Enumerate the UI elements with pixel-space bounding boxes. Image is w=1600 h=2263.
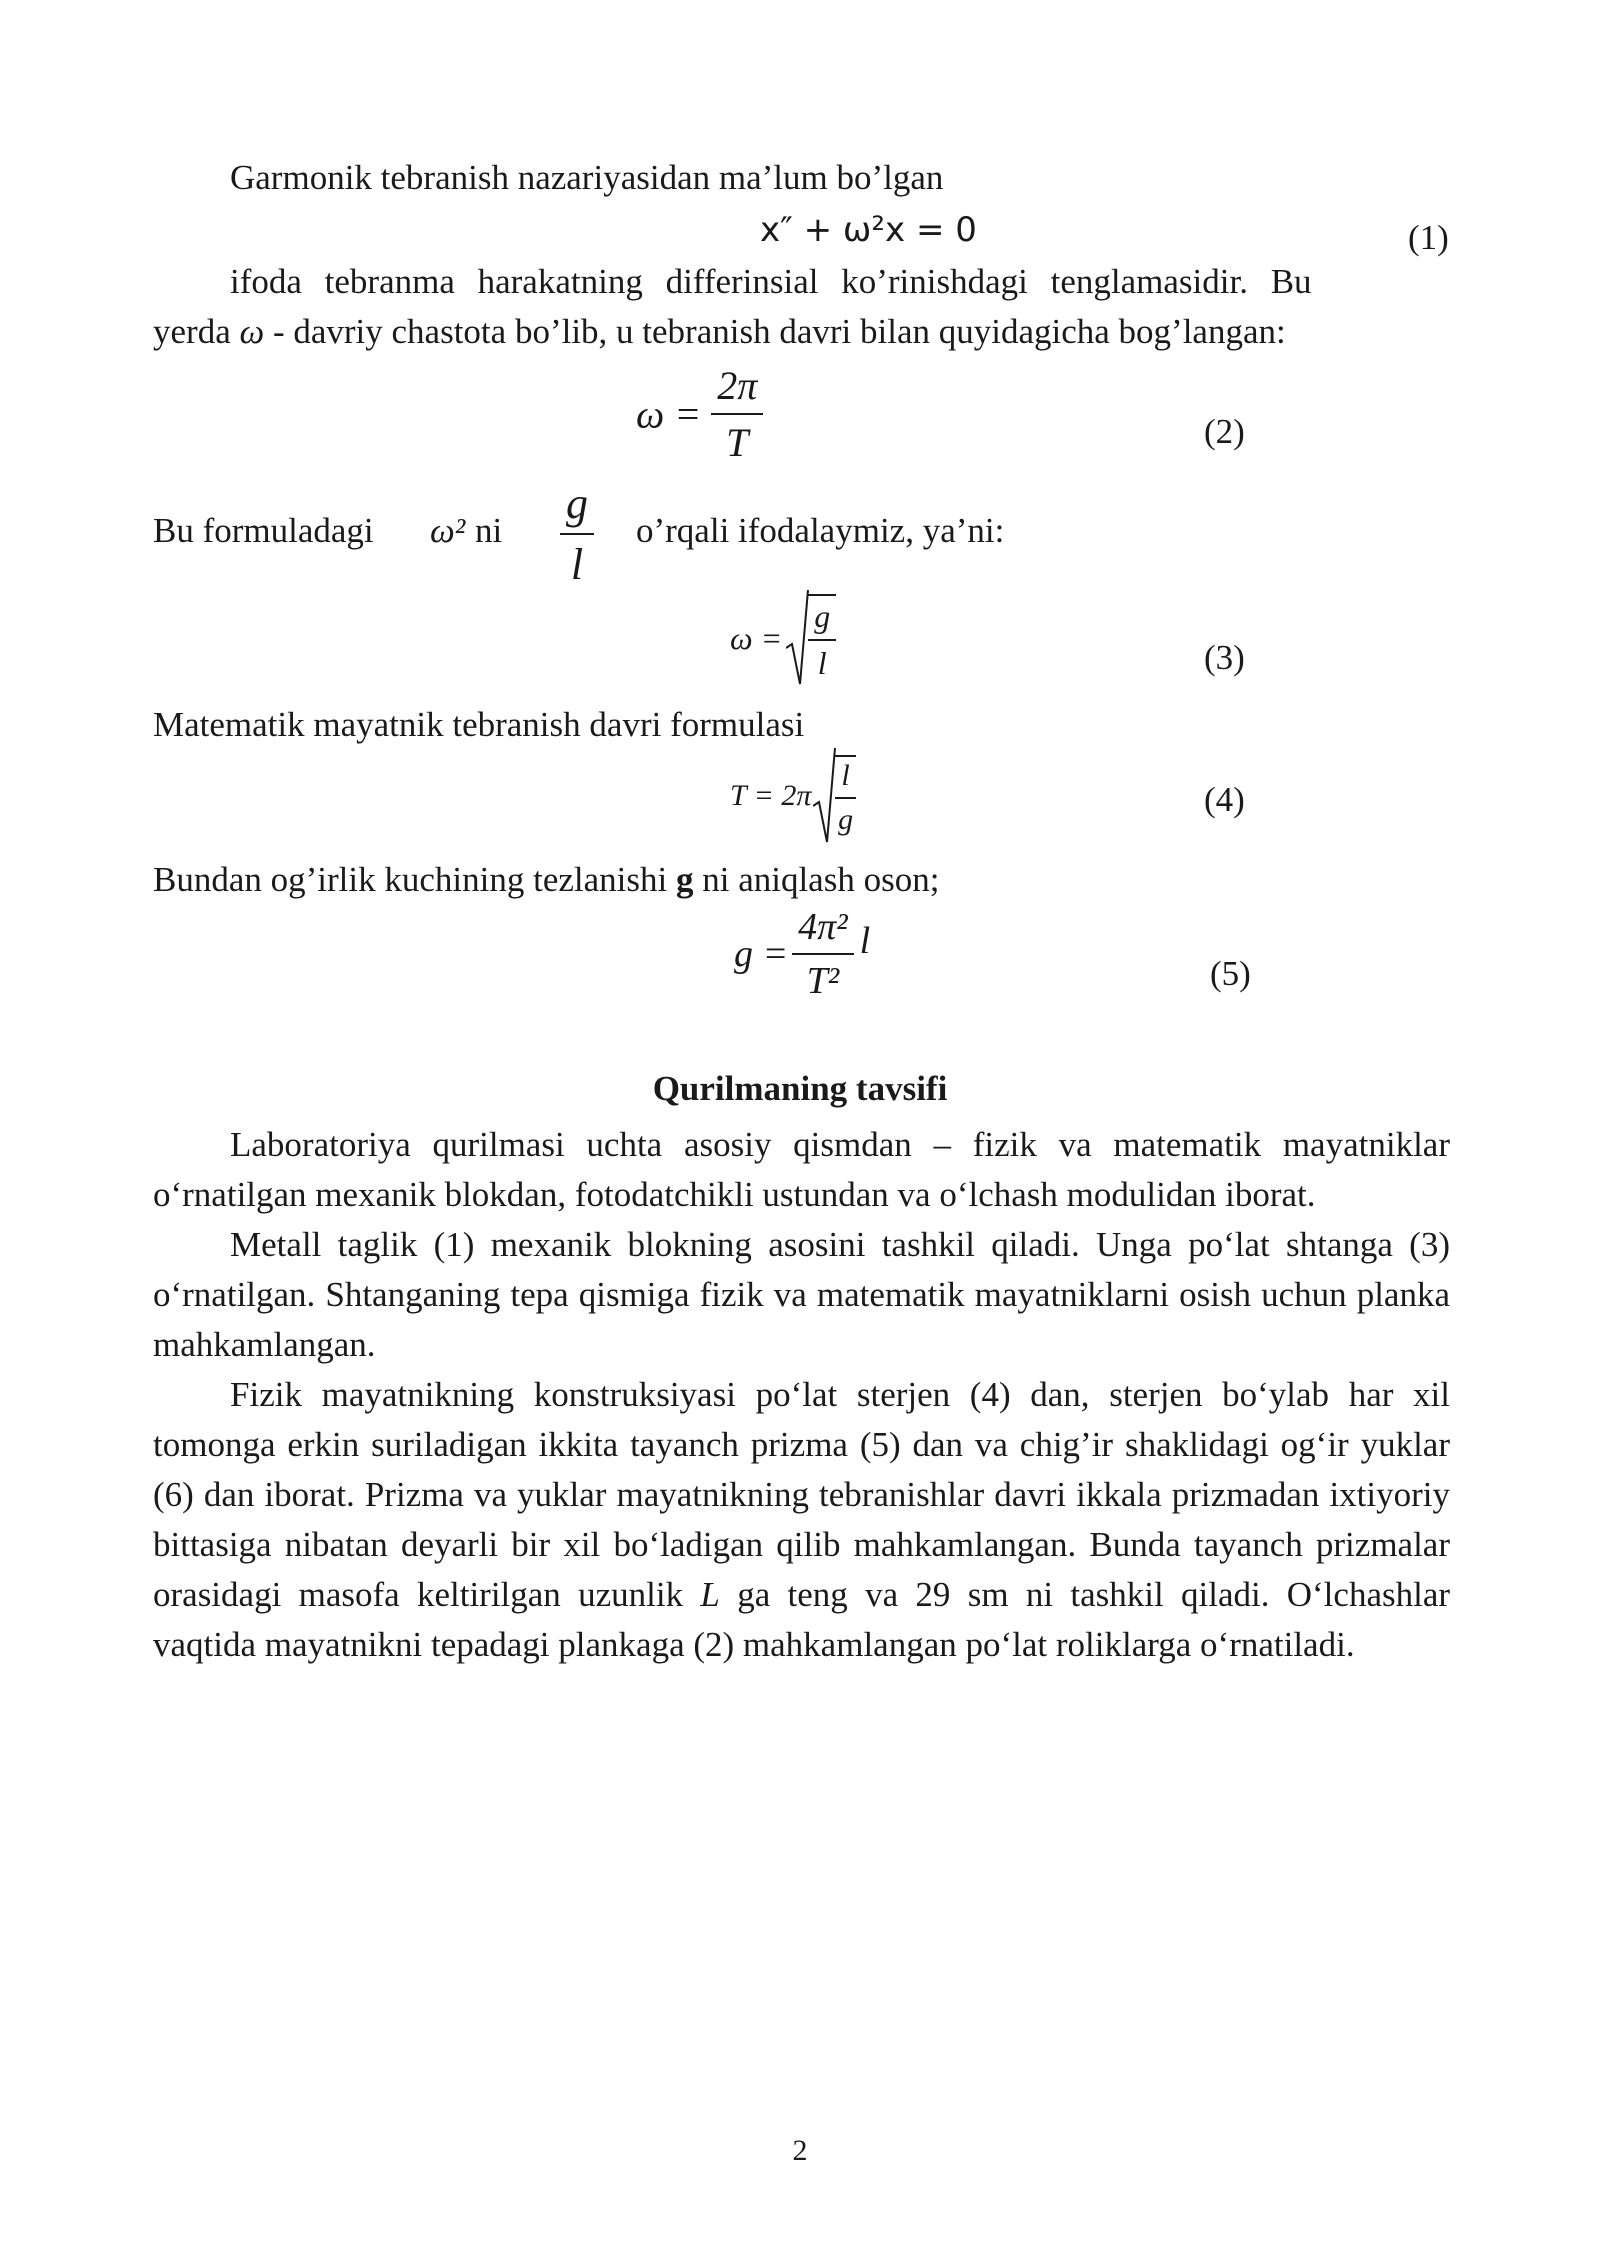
intro-line: Garmonik tebranish nazariyasidan ma’lum bo’lgan xyxy=(230,158,944,197)
page-number: 2 xyxy=(792,2134,808,2167)
equation-3-fraction xyxy=(808,594,836,682)
paragraph-4-post: ni aniqlash oson; xyxy=(702,860,940,899)
equation-5-factor: l xyxy=(859,920,871,962)
equation-3 xyxy=(730,588,836,688)
equation-5-number: (5) xyxy=(1210,954,1251,993)
paragraph-1-line-2-pre: yerda xyxy=(153,312,231,351)
paragraph-4 xyxy=(153,862,939,897)
equation-4-fraction xyxy=(835,755,855,837)
equation-2 xyxy=(636,362,763,466)
omega-symbol: ω xyxy=(239,312,265,351)
equation-4-numerator: l xyxy=(835,759,855,799)
section-paragraph-3 xyxy=(153,1370,1450,1670)
paragraph-1-line-2-post: - davriy chastota bo’lib, u tebranish davri bilan quyidagicha bog’langan: xyxy=(272,312,1286,351)
paragraph-2-post: o’rqali ifodalaymiz, ya’ni: xyxy=(636,511,1005,550)
equation-3-lhs: ω = xyxy=(730,619,783,656)
equation-2-lhs: ω = xyxy=(636,391,702,437)
paragraph-2-fraction-denominator: l xyxy=(570,540,584,589)
equation-5 xyxy=(734,905,870,1003)
sqrt-icon xyxy=(813,746,837,846)
paragraph-1-line-1 xyxy=(230,264,1450,299)
paragraph-4-bold-g: g xyxy=(675,860,694,899)
equation-1-number: (1) xyxy=(1408,218,1449,257)
equation-3-denominator: l xyxy=(817,645,827,681)
equation-4-lhs: T = 2π xyxy=(730,779,812,812)
equation-4 xyxy=(730,746,856,846)
section-paragraph-3-post: ga teng va 29 sm ni tashkil qiladi. O‘lchashlar vaqtida mayatnikni tepadagi plankaga (2) mahkamlangan po‘lat roliklarga o‘rnatiladi. xyxy=(153,1575,1451,1664)
paragraph-4-pre: Bundan og’irlik kuchining tezlanishi xyxy=(153,860,668,899)
paragraph-2-fraction xyxy=(560,478,594,590)
equation-5-denominator: T² xyxy=(806,960,840,1002)
omega-squared-symbol: ω² xyxy=(430,511,466,550)
equation-2-fraction xyxy=(711,362,763,466)
paragraph-1-line-1-text: ifoda tebranma harakatning differinsial ko’rinishdagi tenglamasidir. Bu xyxy=(230,262,1312,301)
equation-2-number: (2) xyxy=(1204,412,1245,451)
equation-3-numerator: g xyxy=(808,598,836,641)
sqrt-icon xyxy=(786,588,810,688)
paragraph-3: Matematik mayatnik tebranish davri formulasi xyxy=(153,705,805,744)
equation-5-lhs: g = xyxy=(734,933,789,975)
paragraph-1-line-2 xyxy=(153,314,1286,349)
equation-4-number: (4) xyxy=(1204,780,1245,819)
section-paragraph-2: Metall taglik (1) mexanik blokning asosini tashkil qiladi. Unga po‘lat shtanga (3) o‘rnatilgan. Shtanganing tepa qismiga fizik va matematik mayatniklarni osish uchun planka mahkamlangan. xyxy=(153,1225,1450,1364)
equation-5-numerator: 4π² xyxy=(792,905,853,955)
paragraph-2-fraction-numerator: g xyxy=(560,478,594,535)
section-paragraph-1: Laboratoriya qurilmasi uchta asosiy qismdan – fizik va matematik mayatniklar o‘rnatilgan mexanik blokdan, fotodatchikli ustundan va o‘lchash modulidan iborat. xyxy=(153,1125,1450,1214)
paragraph-2-ni: ni xyxy=(475,511,503,550)
equation-2-numerator: 2π xyxy=(711,362,763,415)
section-paragraph-3-pre: Fizik mayatnikning konstruksiyasi po‘lat sterjen (4) dan, sterjen bo‘ylab har xil tomonga erkin suriladigan ikkita tayanch prizma (5) dan va chig’ir shaklidagi og‘ir yuklar (6) dan iborat. Prizma va yuklar mayatnikning tebranishlar davri ikkala prizmadan ixtiyoriy bittasiga nibatan deyarli bir xil bo‘ladigan qilib mahkamlangan. Bunda tayanch prizmalar orasidagi masofa keltirilgan uzunlik xyxy=(153,1375,1450,1614)
section-heading: Qurilmaning tavsifi xyxy=(652,1069,948,1108)
length-symbol: L xyxy=(700,1575,720,1614)
paragraph-2-pre: Bu formuladagi xyxy=(153,511,374,550)
equation-1: x″ + ω²x = 0 xyxy=(760,210,977,250)
equation-4-denominator: g xyxy=(838,803,854,836)
equation-5-fraction xyxy=(792,905,853,1003)
equation-2-denominator: T xyxy=(726,420,749,465)
equation-3-number: (3) xyxy=(1204,638,1245,677)
